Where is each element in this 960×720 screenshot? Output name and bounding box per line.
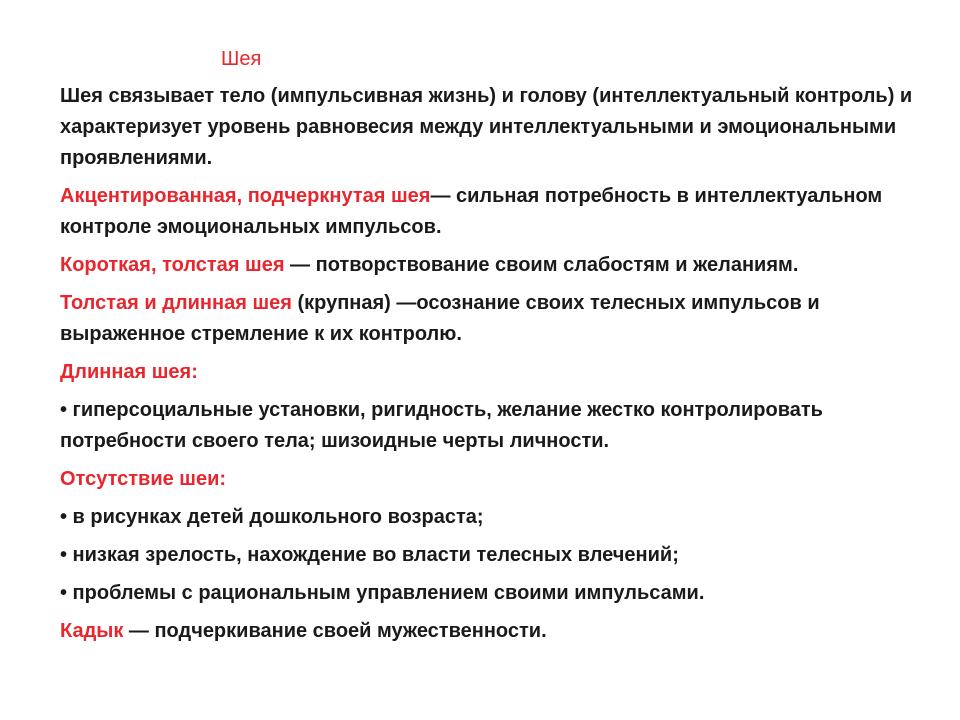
paragraph-no-neck-heading (60, 464, 920, 495)
paragraph-thick-long-neck (60, 288, 920, 350)
bullet-text: • низкая зрелость, нахождение во власти телесных влечений; (60, 544, 679, 566)
bullet-item (60, 395, 920, 457)
term-accentuated-neck: Акцентированная, подчеркнутая шея (60, 185, 431, 207)
term-no-neck: Отсутствие шеи: (60, 468, 227, 490)
bullet-item (60, 502, 920, 533)
bullet-item (60, 540, 920, 571)
paragraph-text: (крупная) —осознание своих телесных импульсов и выраженное стремление к их контролю. (60, 292, 820, 345)
term-adams-apple: Кадык (60, 620, 124, 642)
paragraph-intro (60, 81, 920, 174)
slide-title: Шея (221, 48, 262, 70)
term-short-thick-neck: Короткая, толстая шея (60, 254, 285, 276)
paragraph-text: — сильная потребность в интеллектуальном контроле эмоциональных импульсов. (60, 185, 883, 238)
paragraph-adams-apple (60, 616, 920, 647)
bullet-item (60, 578, 920, 609)
bullet-text: • в рисунках детей дошкольного возраста; (60, 506, 484, 528)
paragraph-text: Шея связывает тело (импульсивная жизнь) и голову (интеллектуальный контроль) и характеризует уровень равновесия между интеллектуальными и эмоциональными проявлениями. (60, 85, 913, 169)
slide-body (60, 81, 920, 654)
paragraph-text: — подчеркивание своей мужественности. (123, 620, 547, 642)
paragraph-short-thick-neck (60, 250, 920, 281)
paragraph-accentuated-neck (60, 181, 920, 243)
bullet-text: • проблемы с рациональным управлением своими импульсами. (60, 582, 705, 604)
bullet-text: • гиперсоциальные установки, ригидность, желание жестко контролировать потребности своего тела; шизоидные черты личности. (60, 399, 823, 452)
term-long-neck: Длинная шея: (60, 361, 198, 383)
term-thick-long-neck: Толстая и длинная шея (60, 292, 292, 314)
paragraph-text: — потворствование своим слабостям и желаниям. (284, 254, 799, 276)
paragraph-long-neck-heading (60, 357, 920, 388)
